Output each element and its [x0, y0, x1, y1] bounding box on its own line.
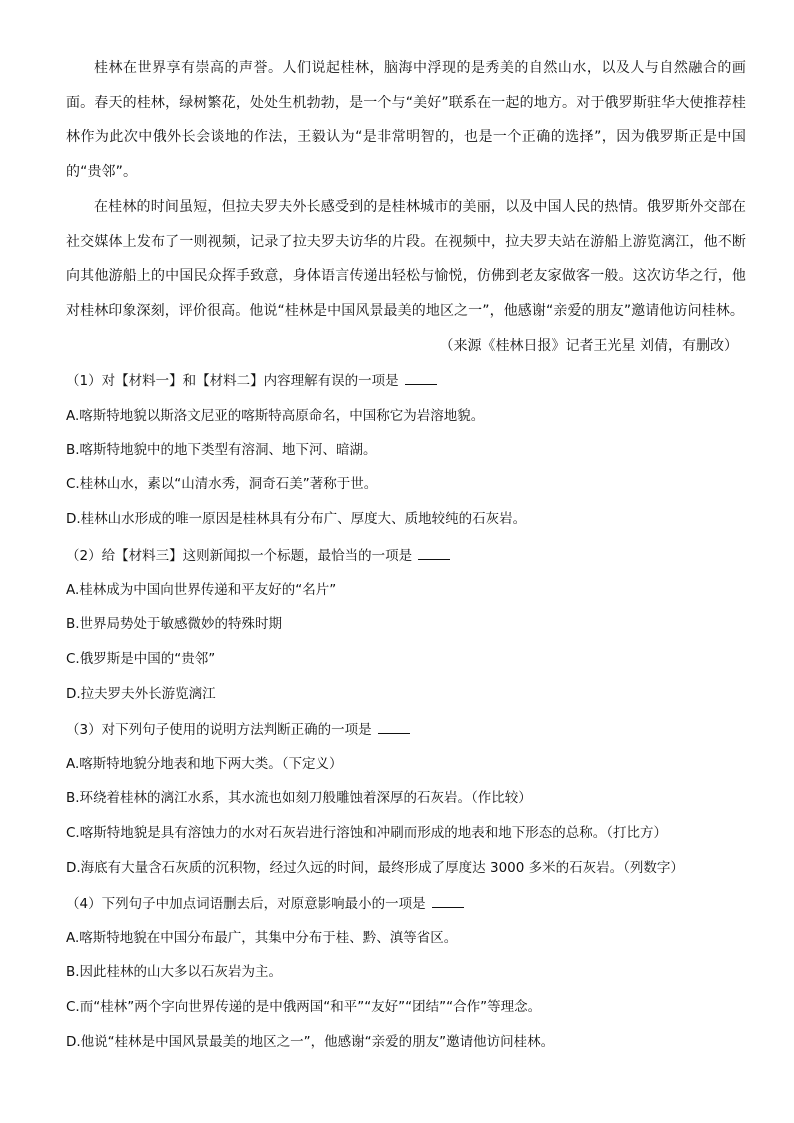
question-1-option-a: A.喀斯特地貌以斯洛文尼亚的喀斯特高原命名，中国称它为岩溶地貌。	[66, 408, 485, 424]
question-1-stem-text: （1）对【材料一】和【材料二】内容理解有误的一项是	[66, 373, 399, 389]
article-paragraph-2: 在桂林的时间虽短，但拉夫罗夫外长感受到的是桂林城市的美丽，以及中国人民的热情。俄罗斯外交部在社交媒体上发布了一则视频，记录了拉夫罗夫访华的片段。在视频中，拉夫罗夫站在游船上游览漓江，他不断向其他游船上的中国民众挥手致意，身体语言传递出轻松与愉悦，仿佛到老友家做客一般。这次访华之行，他对桂林印象深刻，评价很高。他说“桂林是中国风景最美的地区之一”，他感谢“亲爱的朋友”邀请他访问桂林。	[66, 199, 746, 319]
question-4-stem	[66, 893, 756, 914]
answer-blank-3[interactable]	[378, 719, 410, 734]
question-1-option-b: B.喀斯特地貌中的地下类型有溶洞、地下河、暗湖。	[66, 442, 377, 458]
question-2-option-b: B.世界局势处于敏感微妙的特殊时期	[66, 616, 283, 632]
question-2-stem-text: （2）给【材料三】这则新闻拟一个标题，最恰当的一项是	[66, 548, 413, 564]
question-1-stem	[66, 370, 756, 391]
question-2-option-d: D.拉夫罗夫外长游览漓江	[66, 686, 216, 702]
answer-blank-1[interactable]	[405, 370, 437, 385]
question-4-stem-text: （4）下列句子中加点词语删去后，对原意影响最小的一项是	[66, 896, 426, 912]
question-2-option-a: A.桂林成为中国向世界传递和平友好的“名片”	[66, 582, 337, 598]
question-2-option-c: C.俄罗斯是中国的“贵邻”	[66, 651, 216, 667]
question-4-option-b: B.因此桂林的山大多以石灰岩为主。	[66, 964, 283, 980]
article-source: （来源《桂林日报》记者王光星 刘倩，有删改）	[439, 338, 738, 354]
question-3-option-a: A.喀斯特地貌分地表和地下两大类。（下定义）	[66, 756, 343, 772]
article-paragraph-1: 桂林在世界享有崇高的声誉。人们说起桂林，脑海中浮现的是秀美的自然山水，以及人与自然融合的画面。春天的桂林，绿树繁花，处处生机勃勃，是一个与“美好”联系在一起的地方。对于俄罗斯驻华大使推荐桂林作为此次中俄外长会谈地的作法，王毅认为“是非常明智的，也是一个正确的选择”，因为俄罗斯正是中国的“贵邻”。	[66, 60, 746, 180]
question-1-option-d: D.桂林山水形成的唯一原因是桂林具有分布广、厚度大、质地较纯的石灰岩。	[66, 511, 527, 527]
question-3-stem-text: （3）对下列句子使用的说明方法判断正确的一项是	[66, 722, 372, 738]
question-3-stem	[66, 719, 756, 740]
question-2-stem	[66, 545, 756, 566]
answer-blank-2[interactable]	[418, 545, 450, 560]
question-4-option-d: D.他说“桂林是中国风景最美的地区之一”，他感谢“亲爱的朋友”邀请他访问桂林。	[66, 1034, 555, 1050]
question-3-option-d: D.海底有大量含石灰质的沉积物，经过久远的时间，最终形成了厚度达 3000 多米的石灰岩。（列数字）	[66, 860, 684, 876]
question-3-option-c: C.喀斯特地貌是具有溶蚀力的水对石灰岩进行溶蚀和冲刷而形成的地表和地下形态的总称。（打比方）	[66, 825, 667, 841]
answer-blank-4[interactable]	[432, 893, 464, 908]
question-1-option-c: C.桂林山水，素以“山清水秀，洞奇石美”著称于世。	[66, 476, 378, 492]
question-3-option-b: B.环绕着桂林的漓江水系，其水流也如刻刀般雕蚀着深厚的石灰岩。（作比较）	[66, 790, 532, 806]
question-4-option-a: A.喀斯特地貌在中国分布最广，其集中分布于桂、黔、滇等省区。	[66, 930, 458, 946]
question-4-option-c: C.而“桂林”两个字向世界传递的是中俄两国“和平”“友好”“团结”“合作”等理念。	[66, 999, 542, 1015]
